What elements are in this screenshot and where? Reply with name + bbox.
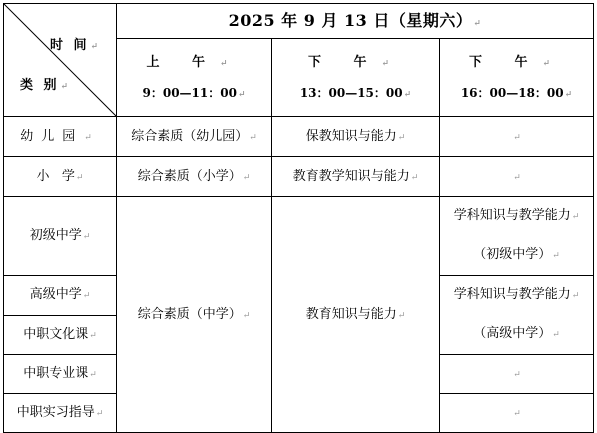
empty-cell: ↵: [440, 157, 594, 197]
exam-date: 2025 年 9 月 13 日（星期六）↵: [117, 4, 594, 39]
empty-cell: ↵: [440, 394, 594, 433]
exam-subject-cell: 教育知识与能力↵: [272, 197, 440, 433]
empty-cell: ↵: [440, 117, 594, 157]
category-primary: 小 学↵: [4, 157, 117, 197]
category-kindergarten: 幼儿园↵: [4, 117, 117, 157]
empty-cell: ↵: [440, 355, 594, 394]
category-vocational-specialty: 中职专业课↵: [4, 355, 117, 394]
session-afternoon: [272, 39, 440, 117]
session-half-label: 上 午↵: [146, 54, 242, 70]
exam-subject-cell: 综合素质（幼儿园）↵: [117, 117, 272, 157]
exam-subject-cell: 综合素质（中学）↵: [117, 197, 272, 433]
corner-category-label: 类 别↵: [20, 78, 72, 93]
session-morning: [117, 39, 272, 117]
category-vocational-culture: 中职文化课↵: [4, 315, 117, 355]
exam-subject-cell-senior: 学科知识与教学能力↵ （高级中学）↵: [440, 276, 594, 355]
diagonal-divider: [4, 4, 116, 116]
table-row: [4, 117, 594, 157]
exam-subject-cell: 综合素质（小学）↵: [117, 157, 272, 197]
exam-subject-cell-junior: 学科知识与教学能力↵ （初级中学）↵: [440, 197, 594, 276]
table-row: [4, 197, 594, 276]
session-half-label: 下 午↵: [307, 54, 404, 70]
corner-time-label: 时 间↵: [50, 38, 102, 53]
session-time: 16：00—18：00↵: [460, 85, 573, 100]
category-senior-high: 高级中学↵: [4, 276, 117, 316]
header-corner-cell: [4, 4, 117, 117]
session-time: 9：00—11：00↵: [142, 85, 246, 100]
table-row: [4, 157, 594, 197]
session-late-afternoon: [440, 39, 594, 117]
session-half-label: 下 午↵: [468, 54, 565, 70]
category-junior-high: 初级中学↵: [4, 197, 117, 276]
session-time: 13：00—15：00↵: [299, 85, 412, 100]
exam-schedule-table: [3, 3, 594, 433]
category-vocational-internship: 中职实习指导↵: [4, 394, 117, 433]
exam-subject-cell: 保教知识与能力↵: [272, 117, 440, 157]
exam-subject-cell: 教育教学知识与能力↵: [272, 157, 440, 197]
